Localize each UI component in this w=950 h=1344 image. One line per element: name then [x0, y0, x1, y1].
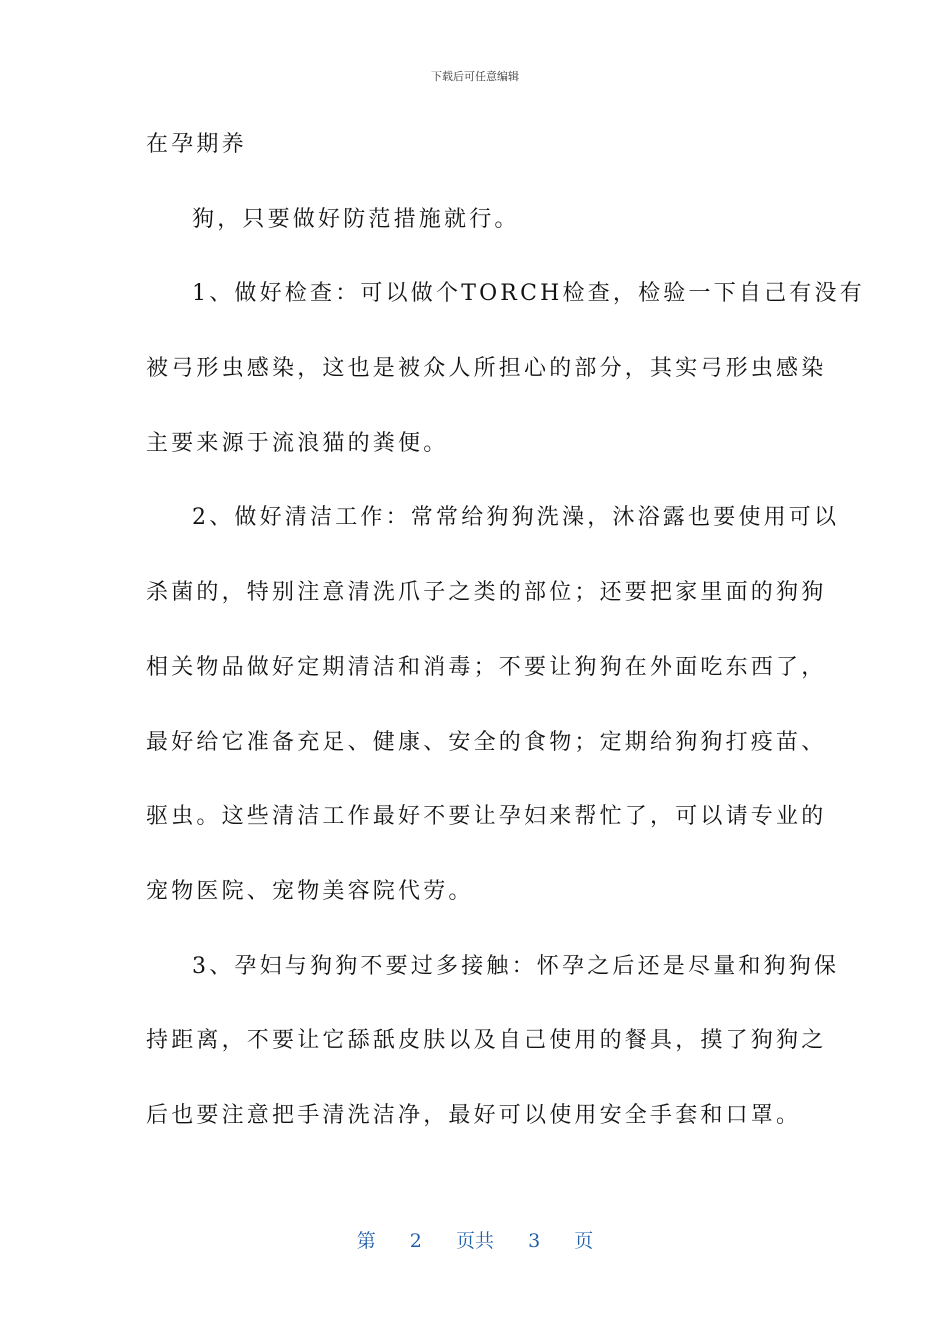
body-line: 驱虫。这些清洁工作最好不要让孕妇来帮忙了，可以请专业的	[146, 804, 827, 830]
body-line: 1、做好检查：可以做个TORCH检查，检验一下自己有没有	[192, 281, 865, 307]
document-body	[146, 120, 865, 1166]
body-line: 在孕期养	[146, 132, 247, 157]
body-line: 后也要注意把手清洗洁净，最好可以使用安全手套和口罩。	[146, 1102, 802, 1128]
body-line: 最好给它准备充足、健康、安全的食物；定期给狗狗打疫苗、	[146, 729, 827, 755]
body-line: 相关物品做好定期清洁和消毒；不要让狗狗在外面吃东西了，	[146, 654, 827, 680]
body-line: 3、孕妇与狗狗不要过多接触：怀孕之后还是尽量和狗狗保	[192, 953, 840, 979]
footer-ye-gong: 页共	[455, 1230, 494, 1252]
body-line: 主要来源于流浪猫的粪便。	[146, 430, 449, 456]
footer-di: 第	[356, 1230, 376, 1252]
body-line: 持距离，不要让它舔舐皮肤以及自己使用的餐具，摸了狗狗之	[146, 1028, 827, 1054]
current-page-number: 2	[409, 1230, 422, 1252]
body-line: 被弓形虫感染，这也是被众人所担心的部分，其实弓形虫感染	[146, 356, 827, 382]
body-line: 杀菌的，特别注意清洗爪子之类的部位；还要把家里面的狗狗	[146, 580, 827, 606]
page-footer	[0, 1226, 950, 1253]
body-line: 宠物医院、宠物美容院代劳。	[146, 878, 474, 904]
body-line: 2、做好清洁工作：常常给狗狗洗澡，沐浴露也要使用可以	[192, 505, 840, 531]
footer-ye: 页	[574, 1230, 594, 1252]
header-note: 下载后可任意编辑	[431, 70, 519, 83]
body-line: 狗，只要做好防范措施就行。	[192, 206, 520, 232]
total-pages-number: 3	[528, 1230, 541, 1252]
